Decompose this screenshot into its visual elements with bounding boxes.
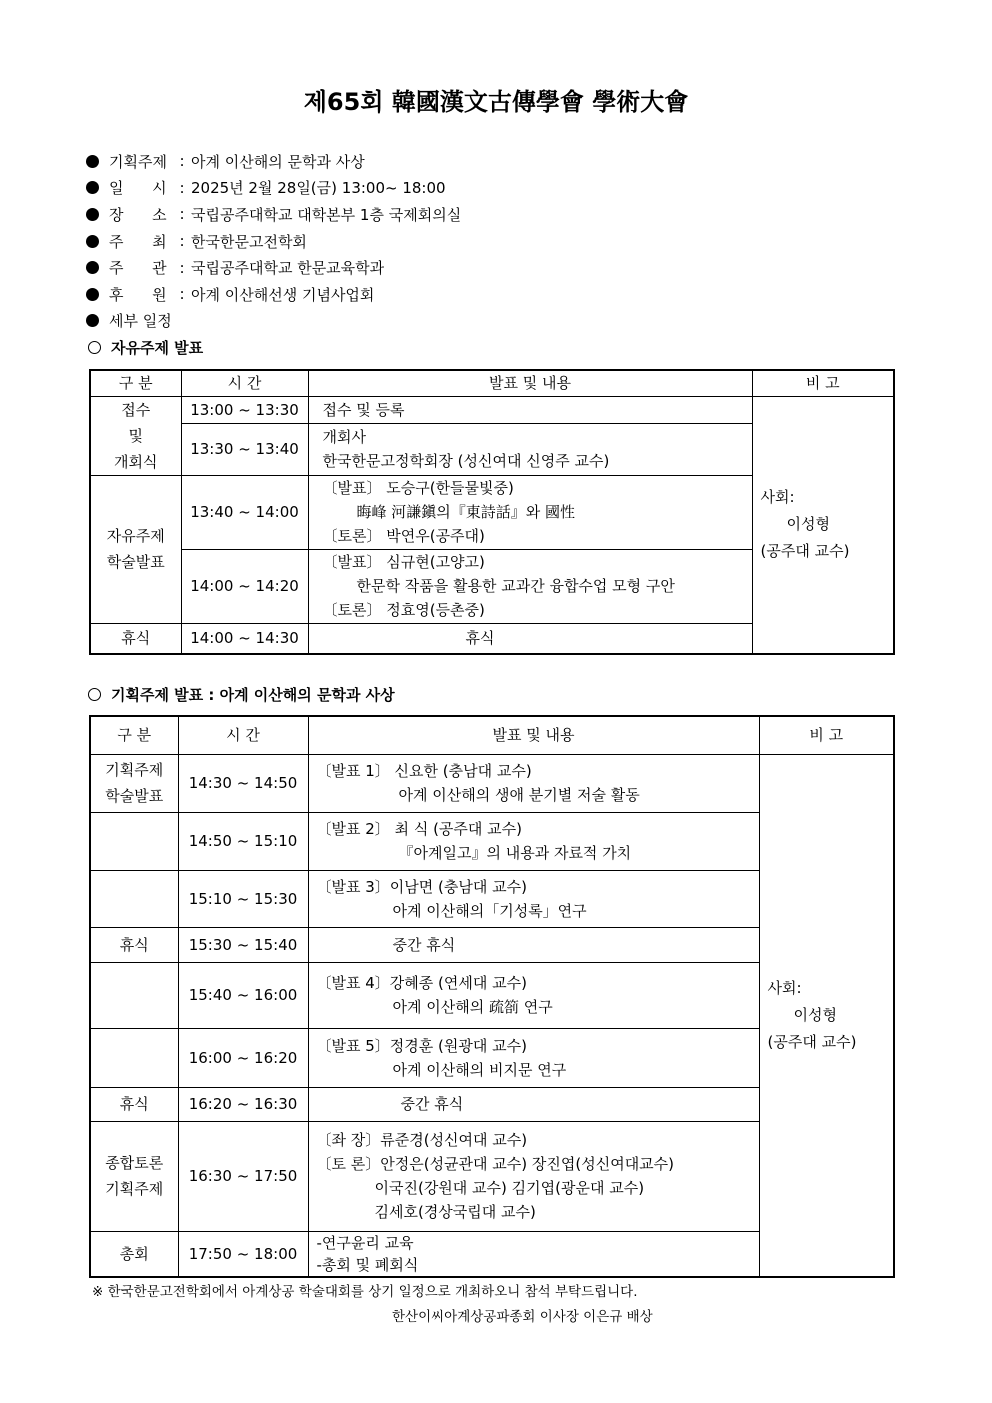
header-remarks: 비 고	[752, 370, 894, 396]
category-cell: 휴식	[90, 623, 181, 654]
info-value: 국립공주대학교 한문교육학과	[191, 259, 385, 278]
time-cell: 16:00 ~ 16:20	[178, 1028, 308, 1087]
info-label: 주 최	[109, 232, 167, 251]
content-line: 晦峰 河謙鎭의『東詩話』와 國性	[356, 503, 576, 521]
info-sponsor: 후 원 : 아계 이산해선생 기념사업회	[86, 281, 461, 308]
info-label: 일 시	[109, 179, 167, 198]
content-cell	[308, 549, 752, 623]
header-time: 시 간	[181, 370, 308, 396]
circle-icon	[88, 688, 101, 701]
category-cell	[90, 1028, 178, 1087]
moderator-name: 이성형	[793, 1005, 837, 1024]
bullet-icon	[86, 235, 99, 248]
remarks-cell	[759, 754, 894, 1277]
content-line: 〔발표〕 도승구(한들물빛중)	[322, 479, 514, 497]
content-cell: 중간 휴식	[308, 927, 759, 962]
info-label: 장 소	[109, 205, 167, 224]
detail-label: 세부 일정	[109, 312, 172, 331]
info-value: 아계 이산해의 문학과 사상	[191, 152, 365, 171]
time-cell: 15:10 ~ 15:30	[178, 870, 308, 927]
content-line: 〔발표 1〕 신요한 (충남대 교수)	[316, 762, 532, 780]
content-line: 『아계일고』의 내용과 자료적 가치	[398, 844, 632, 862]
section2-heading	[88, 684, 395, 705]
info-venue: 장 소 : 국립공주대학교 대학본부 1층 국제회의실	[86, 201, 461, 228]
content-cell	[308, 423, 752, 475]
info-value: 한국한문고전학회	[191, 232, 307, 251]
content-line: 〔발표 3〕이남면 (충남대 교수)	[316, 877, 527, 896]
time-cell: 14:00 ~ 14:30	[181, 623, 308, 654]
category-cell: 총회	[90, 1231, 178, 1277]
section1-title: 자유주제 발표	[111, 339, 204, 357]
header-category: 구 분	[90, 370, 181, 396]
moderator-affiliation: (공주대 교수)	[767, 1032, 857, 1051]
content-cell: 접수 및 등록	[308, 396, 752, 423]
content-cell	[308, 475, 752, 549]
bullet-icon	[86, 208, 99, 221]
content-cell	[308, 1231, 759, 1277]
category-cell	[90, 962, 178, 1028]
category-cell	[90, 870, 178, 927]
content-cell	[308, 754, 759, 812]
time-cell: 13:00 ~ 13:30	[181, 396, 308, 423]
time-cell: 15:40 ~ 16:00	[178, 962, 308, 1028]
content-cell	[308, 1121, 759, 1231]
info-value: 국립공주대학교 대학본부 1층 국제회의실	[191, 205, 462, 224]
info-datetime: 일 시 : 2025년 2월 28일(금) 13:00~ 18:00	[86, 175, 461, 202]
content-line: 〔토론〕 박연우(공주대)	[322, 527, 485, 545]
bullet-icon	[86, 261, 99, 274]
time-cell: 14:00 ~ 14:20	[181, 549, 308, 623]
content-line: 김세호(경상국립대 교수)	[374, 1203, 536, 1221]
content-line: 아계 이산해의 疏箚 연구	[392, 998, 553, 1016]
circle-icon	[88, 341, 101, 354]
time-cell: 14:50 ~ 15:10	[178, 812, 308, 870]
header-time: 시 간	[178, 716, 308, 754]
page-title: 제65회 韓國漢文古傳學會 學術大會	[303, 88, 689, 116]
table-row	[90, 396, 894, 423]
category-cell: 자유주제 학술발표	[90, 475, 181, 623]
table-row	[90, 754, 894, 812]
content-cell	[308, 1028, 759, 1087]
category-cell: 휴식	[90, 927, 178, 962]
content-line: 〔발표 2〕 최 식 (공주대 교수)	[316, 820, 522, 838]
time-cell: 15:30 ~ 15:40	[178, 927, 308, 962]
table-header-row	[90, 716, 894, 754]
category-cell: 휴식	[90, 1087, 178, 1121]
moderator-label: 사회:	[760, 488, 795, 507]
content-cell: 중간 휴식	[308, 1087, 759, 1121]
content-line: 〔발표 5〕정경훈 (원광대 교수)	[316, 1036, 527, 1055]
free-topic-schedule-table	[89, 369, 895, 655]
content-line: 〔토 론〕안정은(성균관대 교수) 장진엽(성신여대교수)	[316, 1155, 675, 1173]
info-theme: 기획주제 : 아계 이산해의 문학과 사상	[86, 148, 461, 175]
content-line: 이국진(강원대 교수) 김기엽(광운대 교수)	[374, 1179, 645, 1197]
bullet-icon	[86, 181, 99, 194]
header-content: 발표 및 내용	[308, 370, 752, 396]
content-cell	[308, 962, 759, 1028]
signature: 한산이씨아계상공파종회 이사장 이은규 배상	[392, 1309, 653, 1325]
info-detail	[86, 308, 461, 335]
content-line: 개회사	[322, 428, 366, 447]
content-line: -연구윤리 교육	[316, 1233, 414, 1252]
info-value: 2025년 2월 28일(금) 13:00~ 18:00	[191, 179, 446, 198]
bullet-icon	[86, 314, 99, 327]
moderator-label: 사회:	[767, 978, 802, 997]
content-line: -총회 및 폐회식	[316, 1255, 419, 1274]
bullet-icon	[86, 288, 99, 301]
header-remarks: 비 고	[759, 716, 894, 754]
info-organizer: 주 관 : 국립공주대학교 한문교육학과	[86, 254, 461, 281]
bullet-icon	[86, 155, 99, 168]
section1-heading	[88, 337, 203, 358]
table-header-row	[90, 370, 894, 396]
category-cell: 접수 및 개회식	[90, 396, 181, 475]
content-cell	[308, 870, 759, 927]
content-line: 〔발표 4〕강혜종 (연세대 교수)	[316, 974, 527, 992]
info-label: 주 관	[109, 259, 167, 278]
info-label: 후 원	[109, 285, 167, 304]
moderator-affiliation: (공주대 교수)	[760, 542, 850, 561]
time-cell: 13:40 ~ 14:00	[181, 475, 308, 549]
time-cell: 17:50 ~ 18:00	[178, 1231, 308, 1277]
category-cell: 종합토론 기획주제	[90, 1121, 178, 1231]
time-cell: 14:30 ~ 14:50	[178, 754, 308, 812]
footer-note: ※ 한국한문고전학회에서 아계상공 학술대회를 상기 일정으로 개최하오니 참석 부탁드립니다.	[92, 1284, 638, 1300]
moderator-name: 이성형	[786, 515, 830, 534]
event-info	[86, 148, 461, 334]
content-line: 〔좌 장〕류준경(성신여대 교수)	[316, 1131, 528, 1149]
header-content: 발표 및 내용	[308, 716, 759, 754]
time-cell: 16:30 ~ 17:50	[178, 1121, 308, 1231]
content-line: 아계 이산해의 비지문 연구	[392, 1060, 567, 1079]
header-category: 구 분	[90, 716, 178, 754]
content-line: 〔토론〕 정효영(등촌중)	[322, 601, 485, 619]
section2-title: 기획주제 발표 : 아계 이산해의 문학과 사상	[111, 686, 395, 704]
category-cell: 기획주제 학술발표	[90, 754, 178, 812]
time-cell: 13:30 ~ 13:40	[181, 423, 308, 475]
content-cell	[308, 812, 759, 870]
content-line: 한국한문고정학회장 (성신여대 신영주 교수)	[322, 452, 610, 471]
content-line: 〔발표〕 심규현(고양고)	[322, 553, 485, 571]
info-label: 기획주제	[109, 152, 167, 171]
content-cell: 휴식	[308, 623, 752, 654]
time-cell: 16:20 ~ 16:30	[178, 1087, 308, 1121]
content-line: 아계 이산해의 생애 분기별 저술 활동	[398, 786, 640, 804]
info-value: 아계 이산해선생 기념사업회	[191, 285, 375, 304]
info-host: 주 최 : 한국한문고전학회	[86, 228, 461, 255]
content-line: 아계 이산해의「기성록」연구	[392, 901, 587, 920]
remarks-cell	[752, 396, 894, 654]
content-line: 한문학 작품을 활용한 교과간 융합수업 모형 구안	[356, 577, 675, 595]
theme-schedule-table	[89, 715, 895, 1278]
category-cell	[90, 812, 178, 870]
